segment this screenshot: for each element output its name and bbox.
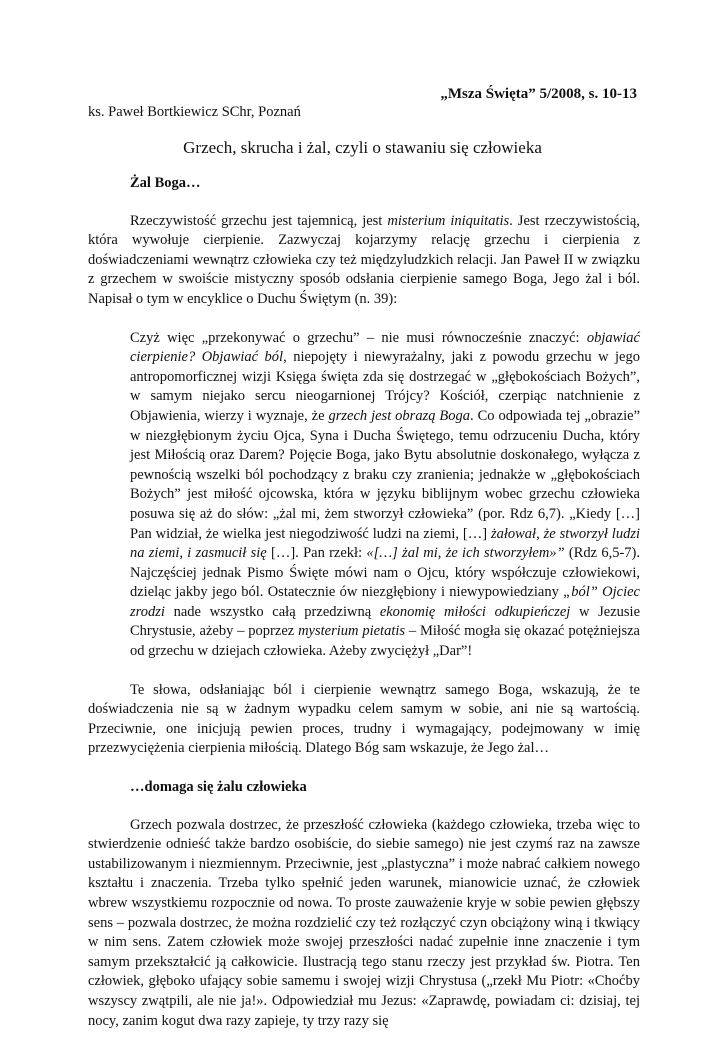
italic-run: misterium iniquitatis — [387, 212, 510, 229]
text-run: Czyż więc „przekonywać o grzechu” – nie musi równocześnie znaczyć: — [130, 329, 587, 346]
text-run: nade wszystko całą przedziwną — [164, 603, 380, 620]
source-citation: „Msza Święta” 5/2008, s. 10-13 — [440, 86, 637, 102]
section-heading-1: Żal Boga… — [130, 175, 201, 191]
italic-run: mysterium pietatis — [298, 623, 406, 640]
italic-run: żałował, że stworzył ludzi na ziemi, i zasmucił się — [130, 525, 640, 562]
text-run: . Jest rzeczywistością, która wywołuje cierpienie. Zazwyczaj kojarzymy relację grzechu i cierpienia z doświadczeniami wewnątrz człowieka czy też międzyludzkich relacji. Jan Paweł II w związku z grzechem w swoiście mistyczny sposób odsłania cierpienie samego Boga, Jego żal i ból. Napisał o tym w encyklice o Duchu Świętym (n. 39): — [88, 212, 640, 307]
text-run: (Rdz 6,5-7). Najczęściej jednak Pismo Święte mówi nam o Ojcu, który współczuje człowiekowi, dzieląc jakby jego ból. Ostatecznie ów niezgłębiony i niewypowiedziany — [130, 545, 641, 601]
italic-run: „ból” Ojciec zrodzi — [130, 584, 640, 620]
paragraph-1 — [88, 212, 640, 310]
italic-run: grzech jest obrazą Boga — [328, 407, 471, 424]
text-run: Rzeczywistość grzechu jest tajemnicą, jest — [130, 212, 388, 229]
text-run: , niepojęty i niewyrażalny, jaki z powodu grzechu w jego antropomorficznej wizji Księga święta zda się dostrzegać w „głębokościach Bożych”, w samym niejako sercu nieogarnionej Trójcy? Kościół, czerpiąc natchnienie z Objawienia, wierzy i wyznaje, że — [130, 349, 640, 424]
italic-run: «[…] żal mi, że ich stworzyłem»” — [366, 545, 565, 562]
article-body — [88, 174, 640, 1050]
article-title: Grzech, skrucha i żal, czyli o stawaniu się człowieka — [183, 138, 542, 157]
author-line: ks. Paweł Bortkiewicz SChr, Poznań — [88, 104, 301, 120]
text-run: . Co odpowiada tej „obrazie” w niezgłębionym życiu Ojca, Syna i Ducha Świętego, temu odrzuceniu Ducha, który jest Miłością oraz Darem? Pojęcie Boga, jako Bytu absolutnie doskonałego, wyłącza z pewnością wszelki ból pochodzący z braku czy zranienia; jednakże w „głębokościach Bożych” jest miłość ojcowska, która w języku biblijnym wobec grzechu człowieka posuwa się aż do słów: „żal mi, żem stworzył człowieka” (por. Rdz 6,7). „Kiedy […] Pan widział, że wielka jest niegodziwość ludzi na ziemi, […] — [130, 407, 640, 542]
section-heading-2: …domaga się żalu człowieka — [130, 779, 307, 796]
text-run: – Miłość mogła się okazać potężniejsza od grzechu w dziejach człowieka. Ażeby zwyciężył „Dar”! — [130, 623, 640, 660]
italic-run: objawiać cierpienie? Objawiać ból — [130, 329, 640, 366]
paragraph-3: Grzech pozwala dostrzec, że przeszłość człowieka (każdego człowieka, trzeba więc to stwierdzenie odnieść także bardzo osobiście, do siebie samego) nie jest czymś raz na zawsze ustabilizowanym i niezmiennym. Przeciwnie, jest „plastyczna” i może nabrać całkiem nowego kształtu i znaczenia. Trzeba tylko spełnić jeden warunek, mianowicie uznać, że człowiek wbrew wszystkiemu rozpocznie od nowa. To proste zauważenie kryje w sobie pewien głębszy sens – pozwala dostrzec, że można rozdzielić czy też rozłączyć czyn obciążony winą i tkwiący w nim sens. Zatem człowiek może swojej przeszłości nadać zupełnie inne znaczenie i tym samym przekształcić ją całkowicie. Ilustracją tego stanu rzeczy jest przykład św. Piotra. Ten człowiek, głęboko ufający sobie samemu i swojej wizji Chrystusa („rzekł Mu Piotr: «Choćby wszyscy zwątpili, ale nie ja!». Odpowiedział mu Jezus: «Zaprawdę, powiadam ci: dzisiaj, tej nocy, zanim kogut dwa razy zapieje, ty trzy razy się — [88, 816, 640, 1029]
text-run: […]. Pan rzekł: — [266, 545, 367, 562]
italic-run: ekonomię miłości odkupieńczej — [379, 603, 571, 620]
text-run: w Jezusie Chrystusie, ażeby – poprzez — [130, 603, 641, 640]
block-quote — [130, 329, 640, 662]
paragraph-2: Te słowa, odsłaniając ból i cierpienie wewnątrz samego Boga, wskazują, że te doświadczenia nie są w żadnym wypadku celem samym w sobie, ani nie są wartością. Przeciwnie, one inicjują pewien proces, trudny i wymagający, podejmowany w imię przezwyciężenia cierpienia miłością. Dlatego Bóg sam wskazuje, że Jego żal… — [88, 681, 640, 757]
